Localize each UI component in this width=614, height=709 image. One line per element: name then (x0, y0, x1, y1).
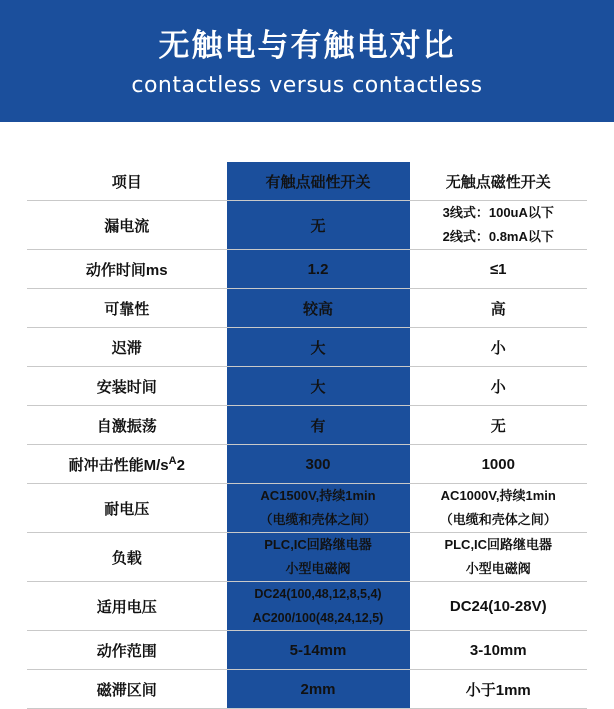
table-row (27, 670, 587, 709)
row-label: 漏电流 (27, 201, 227, 250)
row-label (27, 445, 227, 484)
row-right-value (409, 201, 587, 250)
row-mid-value: 1.2 (227, 250, 409, 289)
table-row (27, 201, 587, 250)
row-right-value (409, 484, 587, 533)
row-mid-line2: （电缆和壳体之间） (259, 512, 377, 527)
column-header-contactless-switch: 无触点磁性开关 (409, 162, 587, 201)
row-label: 动作范围 (27, 631, 227, 670)
row-mid-line1: DC24(100,48,12,8,5,4) (254, 587, 382, 601)
table-row (27, 631, 587, 670)
comparison-table-wrap (0, 122, 614, 709)
row-right-line2: 2线式：0.8mA以下 (442, 229, 554, 244)
row-label: 磁滞区间 (27, 670, 227, 709)
table-row (27, 406, 587, 445)
table-row (27, 250, 587, 289)
row-right-value: 小 (409, 328, 587, 367)
row-label: 安装时间 (27, 367, 227, 406)
row-right-value: 无 (409, 406, 587, 445)
row-label: 迟滞 (27, 328, 227, 367)
row-right-line2: 小型电磁阀 (465, 561, 531, 576)
row-mid-value: 5-14mm (227, 631, 409, 670)
page-subtitle: contactless versus contactless (131, 73, 483, 98)
row-label-suffix: 2 (176, 456, 185, 474)
row-right-value (409, 533, 587, 582)
page-header (0, 0, 614, 122)
table-row (27, 484, 587, 533)
row-label: 适用电压 (27, 582, 227, 631)
row-right-value: DC24(10-28V) (409, 582, 587, 631)
row-right-value: 3-10mm (409, 631, 587, 670)
row-mid-line1: PLC,IC回路继电器 (264, 537, 372, 552)
table-row (27, 367, 587, 406)
row-mid-value: 2mm (227, 670, 409, 709)
row-right-value: ≤1 (409, 250, 587, 289)
row-label: 负载 (27, 533, 227, 582)
column-header-contact-switch: 有触点础性开关 (227, 162, 409, 201)
row-mid-value (227, 484, 409, 533)
row-label: 耐电压 (27, 484, 227, 533)
page-title: 无触电与有触电对比 (158, 28, 456, 63)
row-label: 动作时间ms (27, 250, 227, 289)
row-mid-line1: AC1500V,持续1min (260, 488, 376, 503)
row-label-superscript: A (168, 454, 177, 467)
row-right-value: 高 (409, 289, 587, 328)
table-row (27, 445, 587, 484)
row-right-value: 小 (409, 367, 587, 406)
row-right-value: 1000 (409, 445, 587, 484)
row-right-line1: 3线式：100uA以下 (442, 205, 554, 220)
row-mid-value: 有 (227, 406, 409, 445)
row-mid-value: 无 (227, 201, 409, 250)
row-right-line1: PLC,IC回路继电器 (444, 537, 553, 552)
row-mid-value: 300 (227, 445, 409, 484)
table-row (27, 582, 587, 631)
row-mid-value: 大 (227, 367, 409, 406)
row-label-text: 耐冲击性能M/s (68, 456, 169, 474)
table-row (27, 289, 587, 328)
row-mid-line2: 小型电磁阀 (285, 561, 351, 576)
row-right-value: 小于1mm (409, 670, 587, 709)
table-header-row (27, 162, 587, 201)
row-mid-value: 大 (227, 328, 409, 367)
row-mid-value (227, 533, 409, 582)
column-header-item: 项目 (27, 162, 227, 201)
row-right-line2: （电缆和壳体之间） (439, 512, 557, 527)
row-right-line1: AC1000V,持续1min (440, 488, 556, 503)
table-row (27, 533, 587, 582)
row-mid-line2: AC200/100(48,24,12,5) (252, 611, 384, 625)
comparison-table (27, 162, 587, 709)
row-label: 自激振荡 (27, 406, 227, 445)
row-mid-value: 较高 (227, 289, 409, 328)
table-row (27, 328, 587, 367)
row-label: 可靠性 (27, 289, 227, 328)
row-mid-value (227, 582, 409, 631)
